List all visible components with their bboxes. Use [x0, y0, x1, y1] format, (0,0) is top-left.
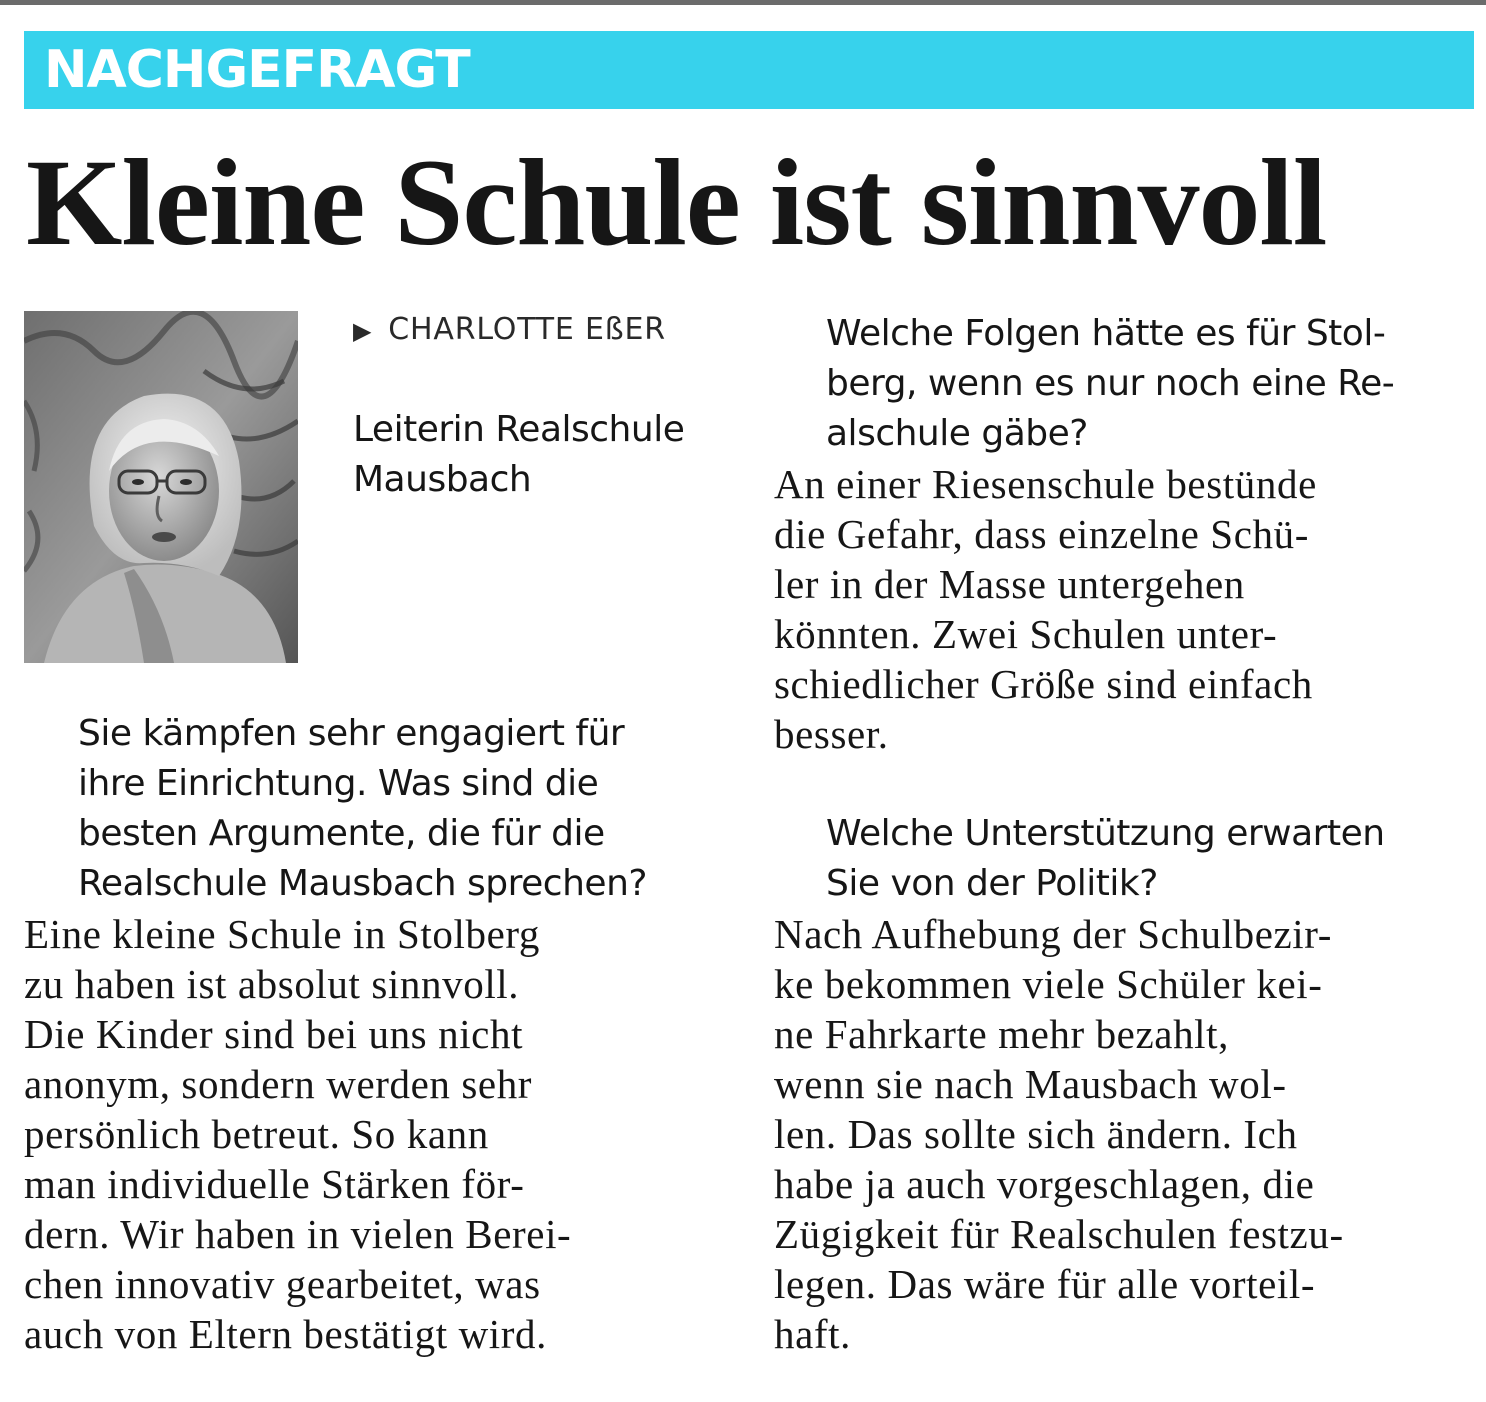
question-1	[78, 709, 647, 909]
answer-3	[774, 909, 1344, 1359]
answer-line: persönlich betreut. So kann	[24, 1111, 489, 1157]
question-line: Welche Folgen hätte es für Stol-	[826, 313, 1386, 354]
answer-1	[24, 909, 571, 1359]
triangle-right-icon: ▶	[353, 317, 373, 345]
question-line: Sie kämpfen sehr engagiert für	[78, 713, 625, 754]
question-line: Welche Unterstützung erwarten	[826, 813, 1385, 854]
answer-line: Nach Aufhebung der Schulbezir-	[774, 911, 1332, 957]
answer-line: ke bekommen viele Schüler kei-	[774, 961, 1323, 1007]
answer-line: ler in der Masse untergehen	[774, 561, 1245, 607]
answer-line: anonym, sondern werden sehr	[24, 1061, 533, 1107]
answer-line: könnten. Zwei Schulen unter-	[774, 611, 1278, 657]
byline	[353, 310, 666, 351]
answer-line: An einer Riesenschule bestünde	[774, 461, 1317, 507]
answer-line: Eine kleine Schule in Stolberg	[24, 911, 540, 957]
answer-line: dern. Wir haben in vielen Berei-	[24, 1211, 572, 1257]
answer-line: auch von Eltern bestätigt wird.	[24, 1311, 547, 1357]
answer-2	[774, 459, 1317, 759]
answer-line: zu haben ist absolut sinnvoll.	[24, 961, 520, 1007]
answer-line: Die Kinder sind bei uns nicht	[24, 1011, 524, 1057]
question-line: Sie von der Politik?	[826, 863, 1158, 904]
headline: Kleine Schule ist sinnvoll	[26, 134, 1327, 271]
role-line: Leiterin Realschule	[353, 409, 685, 450]
question-line: ihre Einrichtung. Was sind die	[78, 763, 599, 804]
answer-line: habe ja auch vorgeschlagen, die	[774, 1161, 1315, 1207]
portrait-photo	[24, 311, 298, 663]
role-line: Mausbach	[353, 459, 532, 500]
answer-line: die Gefahr, dass einzelne Schü-	[774, 511, 1309, 557]
question-line: besten Argumente, die für die	[78, 813, 605, 854]
answer-line: len. Das sollte sich ändern. Ich	[774, 1111, 1298, 1157]
question-line: Realschule Mausbach sprechen?	[78, 863, 647, 904]
answer-line: besser.	[774, 711, 889, 757]
answer-line: wenn sie nach Mausbach wol-	[774, 1061, 1287, 1107]
person-name: CHARLOTTE EßER	[388, 312, 666, 347]
answer-line: man individuelle Stärken för-	[24, 1161, 525, 1207]
answer-line: chen innovativ gearbeitet, was	[24, 1261, 541, 1307]
answer-line: ne Fahrkarte mehr bezahlt,	[774, 1011, 1230, 1057]
question-line: alschule gäbe?	[826, 413, 1088, 454]
answer-line: haft.	[774, 1311, 851, 1357]
top-rule	[0, 0, 1486, 5]
question-3	[826, 809, 1385, 909]
answer-line: schiedlicher Größe sind einfach	[774, 661, 1313, 707]
kicker-bar	[24, 31, 1474, 109]
kicker-label: NACHGEFRAGT	[44, 40, 470, 100]
question-line: berg, wenn es nur noch eine Re-	[826, 363, 1395, 404]
person-role	[353, 405, 684, 505]
question-2	[826, 309, 1394, 459]
answer-line: Zügigkeit für Realschulen festzu-	[774, 1211, 1344, 1257]
answer-line: legen. Das wäre für alle vorteil-	[774, 1261, 1316, 1307]
